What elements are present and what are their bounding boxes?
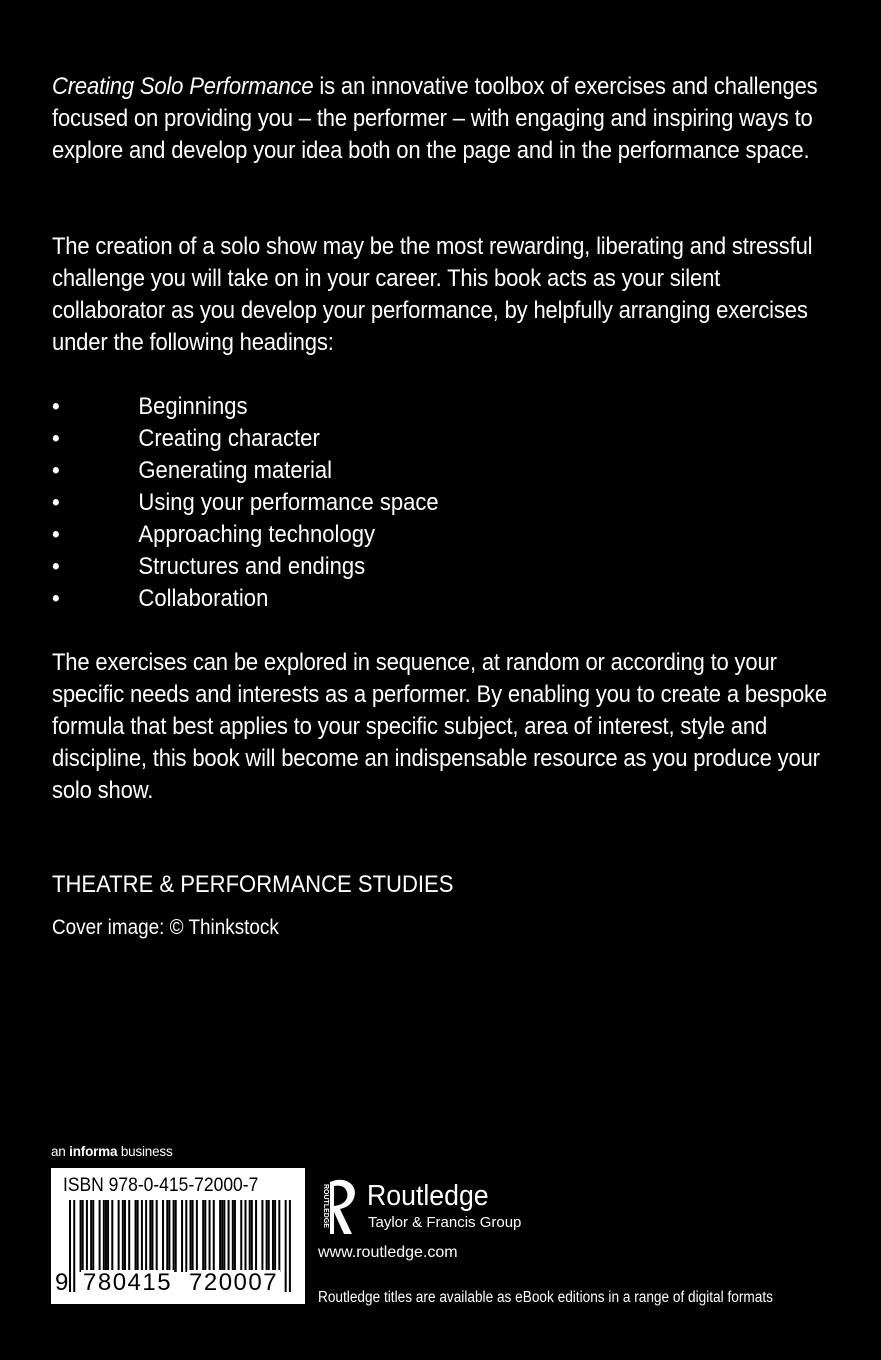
intro-paragraph <box>52 71 835 167</box>
barcode-bar <box>166 1200 168 1272</box>
list-item <box>52 391 439 423</box>
bullet-icon: • <box>52 393 60 420</box>
list-item <box>52 583 439 615</box>
informa-tagline: an informa business <box>51 1144 173 1159</box>
informa-brand: informa <box>69 1144 118 1159</box>
headings-list <box>52 391 439 615</box>
barcode-bar <box>234 1200 236 1272</box>
barcode-bar <box>289 1200 291 1292</box>
book-title: Creating Solo Performance <box>52 73 314 100</box>
heading-label: Using your performance space <box>138 489 439 516</box>
barcode-bar <box>118 1200 120 1272</box>
barcode-bar <box>278 1200 280 1272</box>
barcode-bar <box>213 1200 215 1272</box>
barcode-panel <box>51 1168 305 1304</box>
barcode-right-digits: 720007 <box>189 1269 279 1296</box>
barcode-bar <box>168 1200 170 1272</box>
heading-label: Approaching technology <box>138 521 376 548</box>
barcode-bar <box>196 1200 198 1272</box>
barcode-bar <box>82 1200 84 1272</box>
barcode-bar <box>261 1200 263 1272</box>
barcode-bar <box>73 1200 75 1292</box>
barcode-bar <box>80 1200 82 1272</box>
barcode-bar <box>122 1200 124 1272</box>
barcode-bar <box>105 1200 107 1272</box>
barcode-bar <box>149 1200 151 1272</box>
usage-paragraph: The exercises can be explored in sequence, at random or according to your specific needs and interests as a performer. By enabling you to create a bespoke formula that best applies to your specific subject, area of interest, style and discipline, this book will become an indispensable resource as you produce your solo show. <box>52 649 827 804</box>
barcode-bar <box>219 1200 221 1272</box>
bullet-icon: • <box>52 585 60 612</box>
barcode-bar <box>228 1200 230 1272</box>
barcode-bar <box>190 1200 192 1272</box>
barcode-bar <box>99 1200 101 1272</box>
barcode-bar <box>209 1200 211 1272</box>
barcode-bar <box>181 1200 183 1272</box>
publisher-name: Routledge <box>367 1180 489 1212</box>
list-item <box>52 519 439 551</box>
barcode-bar <box>204 1200 206 1272</box>
publisher-url[interactable]: www.routledge.com <box>318 1244 458 1261</box>
barcode-bar <box>272 1200 274 1272</box>
barcode-bar <box>135 1200 137 1272</box>
barcode-bar <box>221 1200 223 1272</box>
barcode-bar <box>128 1200 130 1272</box>
barcode-bar <box>92 1200 94 1272</box>
list-item <box>52 423 439 455</box>
barcode-bar <box>162 1200 164 1272</box>
barcode-bar <box>175 1200 177 1272</box>
subject-category: THEATRE & PERFORMANCE STUDIES <box>52 871 454 898</box>
barcode-bar <box>145 1200 147 1272</box>
description-paragraph: The creation of a solo show may be the most rewarding, liberating and stressful challenge you will take on in your career. This book acts as your silent collaborator as you develop your performance, by helpfully arranging exercises under the following headings: <box>52 233 813 356</box>
list-item <box>52 455 439 487</box>
barcode-bar <box>107 1200 109 1272</box>
barcode-bar <box>137 1200 139 1272</box>
barcode-bar <box>240 1200 242 1272</box>
barcode-bar <box>103 1200 105 1272</box>
barcode-bar <box>251 1200 253 1272</box>
barcode-bar <box>141 1200 143 1272</box>
barcode-bar <box>274 1200 276 1272</box>
bullet-icon: • <box>52 425 60 452</box>
routledge-logo-icon <box>318 1176 360 1238</box>
barcode-bar <box>90 1200 92 1272</box>
heading-label: Generating material <box>138 457 333 484</box>
intro-text: is an innovative toolbox of exercises and challenges focused on providing you – the performer – with engaging and inspiring ways to explore and develop your idea both on the page and in the performance space. <box>52 73 818 164</box>
barcode-bar <box>223 1200 225 1272</box>
isbn-label: ISBN 978-0-415-72000-7 <box>63 1175 259 1196</box>
barcode-bar <box>111 1200 113 1272</box>
barcode-bar <box>255 1200 257 1272</box>
barcode-bar <box>268 1200 270 1272</box>
bullet-icon: • <box>52 457 60 484</box>
barcode-bar <box>244 1200 246 1272</box>
heading-label: Beginnings <box>138 393 248 420</box>
barcode-bar <box>266 1200 268 1272</box>
barcode-bar <box>173 1200 175 1272</box>
heading-label: Collaboration <box>138 585 269 612</box>
barcode-bar <box>86 1200 88 1272</box>
barcode-bar <box>232 1200 234 1272</box>
logo-vertical-text: ROUTLEDGE <box>322 1184 329 1228</box>
barcode-bar <box>156 1200 158 1272</box>
barcode-bar <box>69 1200 71 1292</box>
barcode-first-digit: 9 <box>55 1269 69 1296</box>
barcode-bar <box>285 1200 287 1292</box>
barcode-bar <box>151 1200 153 1272</box>
barcode-left-digits: 780415 <box>83 1269 173 1296</box>
publisher-group: Taylor & Francis Group <box>368 1214 522 1231</box>
bullet-icon: • <box>52 521 60 548</box>
list-item <box>52 487 439 519</box>
barcode-bar <box>249 1200 251 1272</box>
heading-label: Creating character <box>138 425 320 452</box>
bullet-icon: • <box>52 489 60 516</box>
barcode-bar <box>202 1200 204 1272</box>
list-item <box>52 551 439 583</box>
bullet-icon: • <box>52 553 60 580</box>
barcode-bar <box>192 1200 194 1272</box>
heading-label: Structures and endings <box>138 553 366 580</box>
barcode-bar <box>185 1200 187 1272</box>
ebook-note: Routledge titles are available as eBook editions in a range of digital formats <box>318 1289 773 1306</box>
cover-credit: Cover image: © Thinkstock <box>52 916 279 939</box>
barcode-bar <box>124 1200 126 1272</box>
